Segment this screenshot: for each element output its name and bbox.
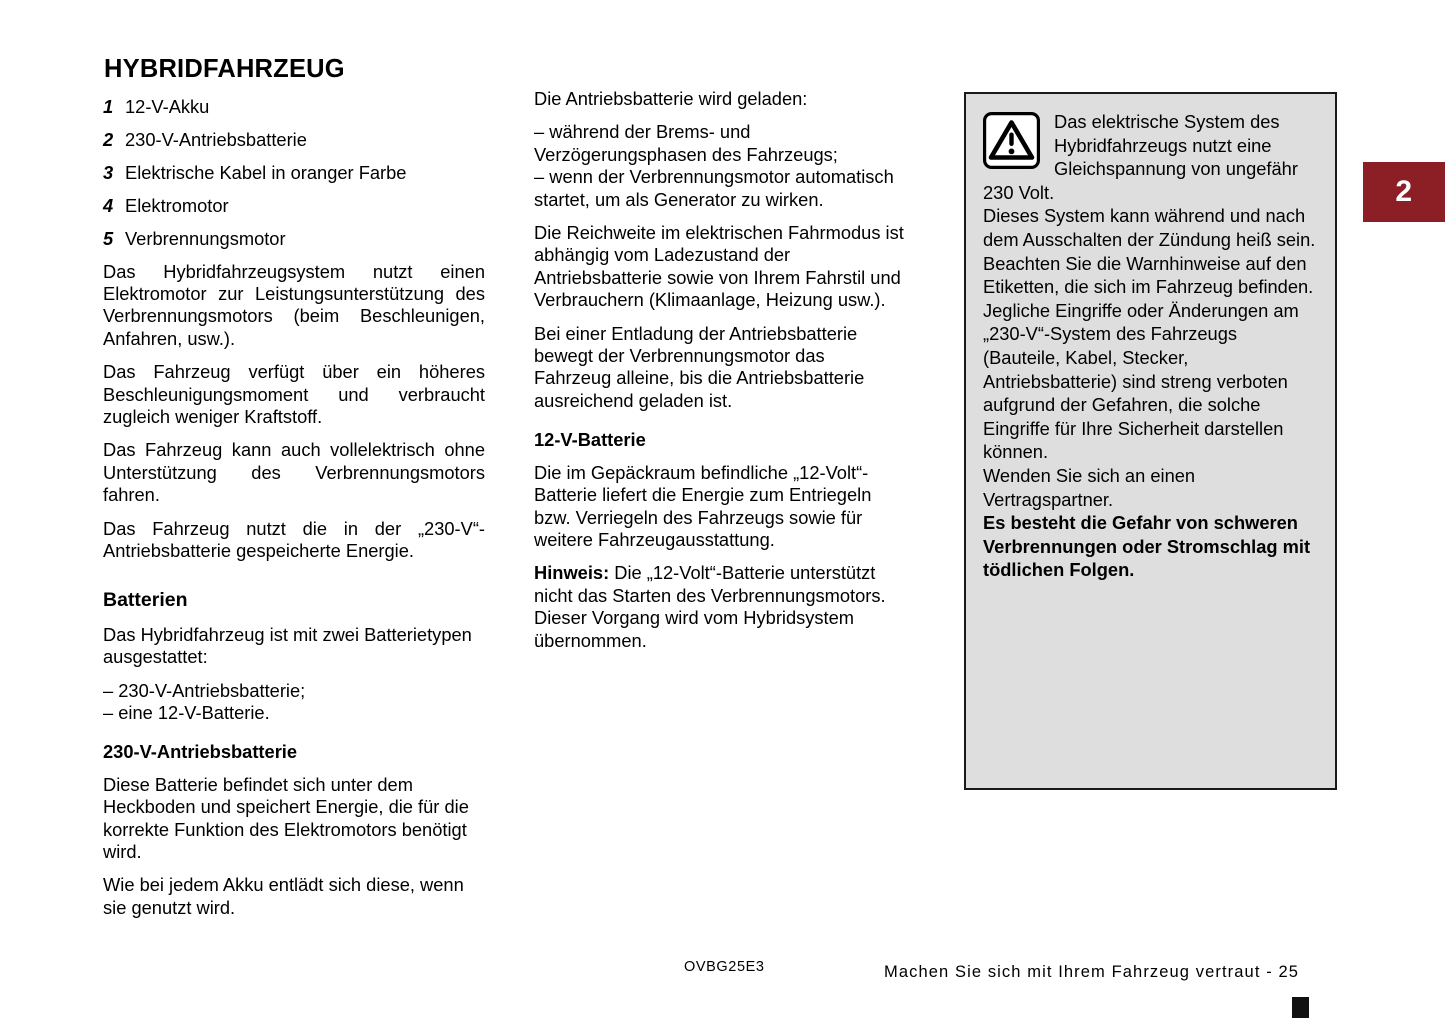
section-heading-batterien: Batterien: [103, 589, 188, 612]
warning-triangle-icon: [983, 112, 1040, 169]
legend-item: [103, 129, 485, 151]
dash-item: – während der Brems- und Verzögerungsphasen des Fahrzeugs;: [534, 121, 838, 165]
note-paragraph: [534, 562, 906, 652]
text-column-2: [534, 88, 906, 663]
page-title: HYBRIDFAHRZEUG: [104, 55, 345, 84]
legend-label: Elektrische Kabel in oranger Farbe: [125, 161, 407, 183]
footer-section-page: Machen Sie sich mit Ihrem Fahrzeug vertraut - 25: [884, 963, 1300, 981]
legend-number: 3: [103, 161, 114, 183]
chapter-number: 2: [1395, 175, 1413, 208]
paragraph: Wie bei jedem Akku entlädt sich diese, wenn sie genutzt wird.: [103, 874, 464, 918]
legend-number: 2: [103, 128, 114, 150]
legend-number: 4: [103, 194, 114, 216]
legend-number: 1: [103, 96, 114, 117]
legend-label: Verbrennungsmotor: [125, 227, 286, 249]
warning-paragraph: Das elektrische System des Hybridfahrzeugs nutzt eine Gleichspannung von ungefähr 230 Volt.: [983, 111, 1298, 203]
paragraph: Die Antriebsbatterie wird geladen:: [534, 88, 808, 109]
legend-item: [103, 96, 485, 118]
paragraph: Das Fahrzeug verfügt über ein höheres Beschleunigungsmoment und verbraucht zugleich weniger Kraftstoff.: [103, 361, 485, 427]
dash-list: [534, 121, 906, 211]
paragraph: Die im Gepäckraum befindliche „12-Volt“-Batterie liefert die Energie zum Entriegeln bzw. Verriegeln des Fahrzeugs sowie für weitere Fahrzeugausstattung.: [534, 461, 872, 550]
warning-box: [964, 92, 1337, 790]
warning-paragraph: Beachten Sie die Warnhinweise auf den Etiketten, die sich im Fahrzeug befinden.: [983, 252, 1314, 298]
text-column-1: [103, 96, 485, 930]
dash-item: – 230-V-Antriebsbatterie;: [103, 679, 306, 701]
dash-item: – eine 12-V-Batterie.: [103, 702, 270, 724]
legend-label: Elektromotor: [125, 194, 229, 216]
paragraph: Bei einer Entladung der Antriebsbatterie bewegt der Verbrennungsmotor das Fahrzeug alleine, bis die Antriebsbatterie ausreichend geladen ist.: [534, 322, 865, 411]
warning-box-content: [966, 94, 1335, 592]
paragraph: Das Fahrzeug kann auch vollelektrisch ohne Unterstützung des Verbrennungsmotors fahren.: [103, 439, 485, 506]
paragraph: Das Hybridfahrzeug ist mit zwei Batterietypen ausgestattet:: [103, 623, 472, 668]
subsection-heading-12v: 12-V-Batterie: [534, 429, 646, 451]
warning-paragraph: Dieses System kann während und nach dem Ausschalten der Zündung heiß sein.: [983, 205, 1316, 250]
warning-text-block: [983, 110, 1317, 582]
print-registration-mark: [1292, 997, 1309, 1018]
warning-paragraph: Wenden Sie sich an einen Vertragspartner.: [983, 464, 1196, 510]
legend-item: [103, 162, 485, 184]
legend-number: 5: [103, 227, 114, 249]
paragraph: Das Fahrzeug nutzt die in der „230-V“-Antriebsbatterie gespeicherte Energie.: [103, 517, 485, 561]
warning-paragraph-bold: Es besteht die Gefahr von schweren Verbrennungen oder Stromschlag mit tödlichen Folgen.: [983, 512, 1311, 581]
legend-item: [103, 228, 485, 250]
legend-label: 12-V-Akku: [125, 96, 210, 117]
chapter-tab: [1363, 162, 1445, 222]
dash-list: [103, 680, 485, 725]
paragraph: Diese Batterie befindet sich unter dem Heckboden und speichert Energie, die für die korrekte Funktion des Elektromotors benötigt wird.: [103, 773, 469, 863]
paragraph: Das Hybridfahrzeugsystem nutzt einen Elektromotor zur Leistungsunterstützung des Verbrennungsmotors (beim Beschleunigen, Anfahren, usw.).: [103, 260, 485, 349]
dash-item: – wenn der Verbrennungsmotor automatisch startet, um als Generator zu wirken.: [534, 166, 894, 210]
legend-list: [103, 96, 485, 250]
note-text: Die „12-Volt“-Batterie unterstützt nicht das Starten des Verbrennungsmotors. Dieser Vorgang wird vom Hybridsystem übernommen.: [534, 562, 886, 651]
subsection-heading-230v: 230-V-Antriebsbatterie: [103, 741, 298, 763]
footer-document-code: OVBG25E3: [684, 959, 765, 975]
warning-paragraph: Jegliche Eingriffe oder Änderungen am „230-V“-System des Fahrzeugs (Bauteile, Kabel, Stecker, Antriebsbatterie) sind streng verboten aufgrund der Gefahren, die solche Eingriffe für Ihre Sicherheit darstellen können.: [983, 299, 1299, 463]
legend-item: [103, 195, 485, 217]
paragraph: Die Reichweite im elektrischen Fahrmodus ist abhängig vom Ladezustand der Antriebsbatterie sowie von Ihrem Fahrstil und Verbrauchern (Klimaanlage, Heizung usw.).: [534, 222, 904, 311]
legend-label: 230-V-Antriebsbatterie: [125, 128, 307, 150]
note-label: Hinweis:: [534, 562, 610, 584]
